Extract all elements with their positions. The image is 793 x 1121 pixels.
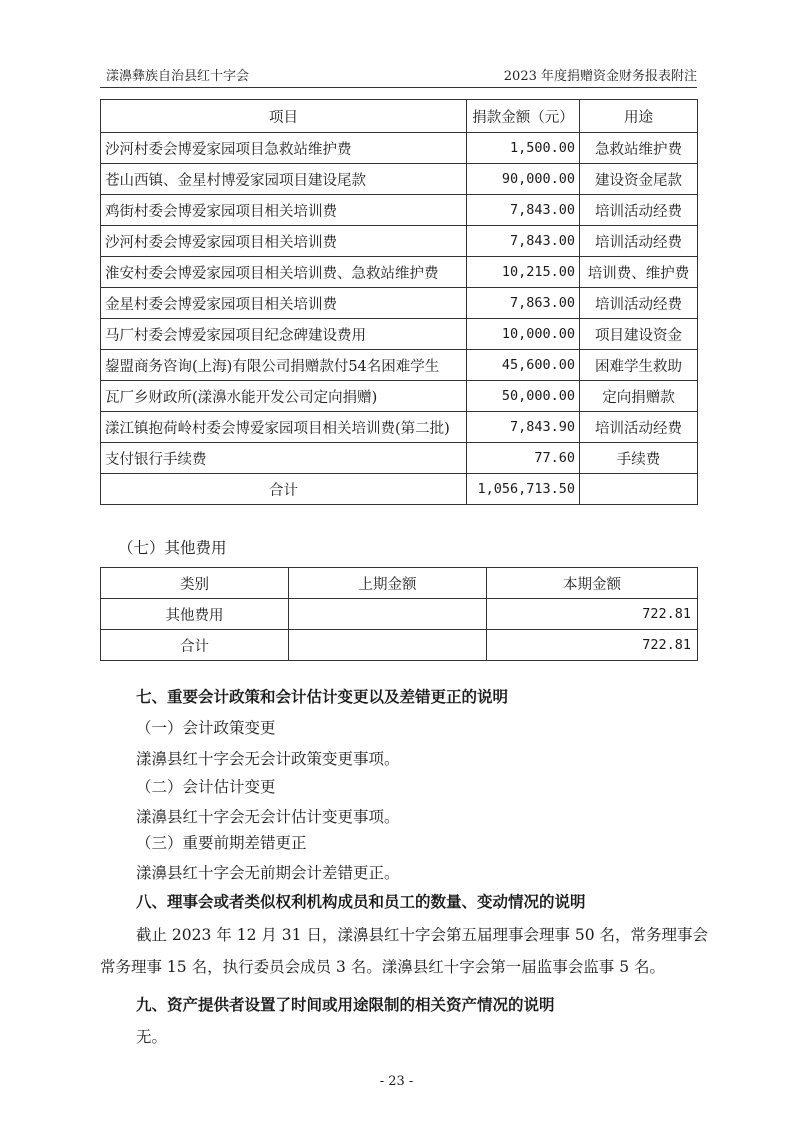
table-row (101, 319, 698, 350)
use-cell: 培训活动经费 (580, 412, 698, 443)
use-cell: 困难学生救助 (580, 350, 698, 381)
table-row (101, 599, 698, 630)
section-7-heading: 七、重要会计政策和会计估计变更以及差错更正的说明 (136, 687, 509, 706)
category-cell: 其他费用 (101, 599, 289, 630)
amount-cell: 7,843.00 (467, 195, 580, 226)
table-header-row (101, 568, 698, 599)
subsection-error-correction-title: （三）重要前期差错更正 (136, 834, 307, 852)
accounting-estimate-text: 漾濞县红十字会无会计估计变更事项。 (136, 808, 400, 826)
item-cell: 沙河村委会博爱家园项目急救站维护费 (101, 133, 467, 164)
header-organization: 漾濞彝族自治县红十字会 (106, 69, 250, 84)
section-8-text-line-2: 常务理事 15 名，执行委员会成员 3 名。漾濞县红十字会第一届监事会监事 5 名。 (100, 958, 666, 976)
donation-expense-table (100, 99, 698, 505)
total-use (580, 474, 698, 505)
amount-cell: 90,000.00 (467, 164, 580, 195)
total-amount: 1,056,713.50 (467, 474, 580, 505)
prior-amount-cell (289, 630, 487, 661)
table-row (101, 381, 698, 412)
table-row (101, 443, 698, 474)
section-9-text: 无。 (136, 1028, 168, 1046)
amount-cell: 7,863.00 (467, 288, 580, 319)
section-9-heading: 九、资产提供者设置了时间或用途限制的相关资产情况的说明 (136, 995, 555, 1014)
table-total-row (101, 474, 698, 505)
item-cell: 马厂村委会博爱家园项目纪念碑建设费用 (101, 319, 467, 350)
table-row (101, 195, 698, 226)
accounting-policy-text: 漾濞县红十字会无会计政策变更事项。 (136, 750, 400, 768)
total-label: 合计 (101, 474, 467, 505)
other-expenses-table (100, 567, 698, 661)
error-correction-text: 漾濞县红十字会无前期会计差错更正。 (136, 864, 400, 882)
column-header-amount: 捐款金额（元） (467, 100, 580, 133)
current-amount-cell: 722.81 (487, 599, 698, 630)
table-row (101, 164, 698, 195)
item-cell: 鸡街村委会博爱家园项目相关培训费 (101, 195, 467, 226)
item-cell: 鋆盟商务咨询(上海)有限公司捐赠款付54名困难学生 (101, 350, 467, 381)
use-cell: 项目建设资金 (580, 319, 698, 350)
item-cell: 瓦厂乡财政所(漾濞水能开发公司定向捐赠) (101, 381, 467, 412)
table-row (101, 257, 698, 288)
item-cell: 沙河村委会博爱家园项目相关培训费 (101, 226, 467, 257)
item-cell: 漾江镇抱荷岭村委会博爱家园项目相关培训费(第二批) (101, 412, 467, 443)
section-8-heading: 八、理事会或者类似权利机构成员和员工的数量、变动情况的说明 (136, 892, 586, 911)
table-row (101, 226, 698, 257)
section-8-text-line-1: 截止 2023 年 12 月 31 日，漾濞县红十字会第五届理事会理事 50 名，常务理事会 (136, 926, 709, 944)
amount-cell: 7,843.00 (467, 226, 580, 257)
table-row (101, 412, 698, 443)
column-header-prior-amount: 上期金额 (289, 568, 487, 599)
amount-cell: 45,600.00 (467, 350, 580, 381)
amount-cell: 77.60 (467, 443, 580, 474)
column-header-use: 用途 (580, 100, 698, 133)
category-cell: 合计 (101, 630, 289, 661)
item-cell: 淮安村委会博爱家园项目相关培训费、急救站维护费 (101, 257, 467, 288)
amount-cell: 7,843.90 (467, 412, 580, 443)
use-cell: 建设资金尾款 (580, 164, 698, 195)
item-cell: 金星村委会博爱家园项目相关培训费 (101, 288, 467, 319)
prior-amount-cell (289, 599, 487, 630)
use-cell: 培训费、维护费 (580, 257, 698, 288)
subsection-accounting-estimate-title: （二）会计估计变更 (136, 778, 276, 796)
subsection-accounting-policy-title: （一）会计政策变更 (136, 719, 276, 737)
use-cell: 培训活动经费 (580, 288, 698, 319)
column-header-current-amount: 本期金额 (487, 568, 698, 599)
table-row (101, 133, 698, 164)
use-cell: 定向捐赠款 (580, 381, 698, 412)
page-header (100, 63, 697, 85)
column-header-item: 项目 (101, 100, 467, 133)
header-report-title: 2023 年度捐赠资金财务报表附注 (503, 69, 697, 84)
use-cell: 培训活动经费 (580, 226, 698, 257)
amount-cell: 1,500.00 (467, 133, 580, 164)
table-row (101, 288, 698, 319)
table-total-row (101, 630, 698, 661)
page-number: - 23 - (379, 1074, 414, 1089)
amount-cell: 50,000.00 (467, 381, 580, 412)
table-row (101, 350, 698, 381)
amount-cell: 10,000.00 (467, 319, 580, 350)
column-header-category: 类别 (101, 568, 289, 599)
use-cell: 手续费 (580, 443, 698, 474)
use-cell: 急救站维护费 (580, 133, 698, 164)
item-cell: 支付银行手续费 (101, 443, 467, 474)
amount-cell: 10,215.00 (467, 257, 580, 288)
section-other-expenses-title: （七）其他费用 (118, 539, 227, 557)
header-divider (100, 87, 697, 88)
item-cell: 苍山西镇、金星村博爱家园项目建设尾款 (101, 164, 467, 195)
use-cell: 培训活动经费 (580, 195, 698, 226)
table-header-row (101, 100, 698, 133)
current-amount-cell: 722.81 (487, 630, 698, 661)
